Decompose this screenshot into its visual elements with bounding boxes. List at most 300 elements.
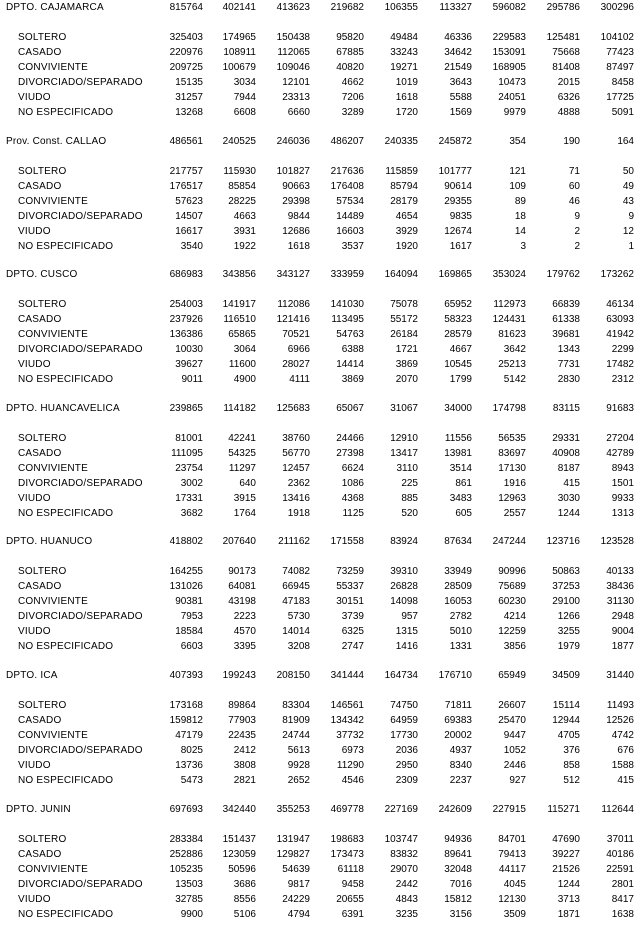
value-cell: 90173 (228, 566, 256, 578)
value-cell: 66945 (282, 581, 310, 593)
total-cell: 486207 (330, 135, 364, 147)
value-cell: 11493 (606, 699, 634, 711)
value-cell: 54639 (282, 863, 310, 875)
table-row (0, 743, 638, 758)
value-cell: 1617 (449, 240, 472, 252)
value-cell: 40820 (336, 62, 364, 73)
value-cell: 41942 (606, 329, 634, 341)
value-cell: 39627 (175, 359, 203, 371)
row-label: CASADO (18, 314, 62, 326)
total-cell: 83115 (552, 402, 580, 414)
value-cell: 2747 (341, 641, 364, 653)
value-cell: 109 (509, 180, 526, 192)
value-cell: 90996 (498, 566, 526, 578)
value-cell: 31130 (606, 596, 634, 608)
value-cell: 13416 (282, 492, 310, 504)
value-cell: 75689 (498, 581, 526, 593)
value-cell: 3808 (233, 759, 256, 771)
value-cell: 3034 (233, 77, 256, 88)
value-cell: 1125 (342, 507, 364, 519)
value-cell: 12910 (390, 432, 418, 444)
value-cell: 885 (401, 492, 418, 504)
value-cell: 1922 (233, 240, 256, 252)
row-label: SOLTERO (18, 165, 67, 177)
value-cell: 60 (568, 180, 580, 192)
value-cell: 29100 (552, 596, 580, 608)
table-row (0, 892, 638, 907)
row-label: CASADO (18, 581, 62, 593)
value-cell: 4368 (341, 492, 364, 504)
value-cell: 75078 (390, 299, 418, 311)
value-cell: 111095 (171, 447, 203, 459)
total-cell: 242609 (438, 803, 472, 815)
table-row (0, 312, 638, 327)
total-cell: 174798 (492, 402, 526, 414)
value-cell: 15135 (175, 77, 203, 88)
table-row (0, 224, 638, 239)
value-cell: 12686 (282, 225, 310, 237)
total-cell: 355253 (276, 803, 310, 815)
total-cell: 227915 (492, 803, 526, 815)
row-label: VIUDO (18, 759, 51, 771)
value-cell: 1416 (395, 641, 418, 653)
total-cell: 342440 (222, 803, 256, 815)
value-cell: 957 (401, 611, 418, 623)
value-cell: 3540 (180, 240, 203, 252)
value-cell: 2830 (557, 374, 580, 386)
value-cell: 28509 (444, 581, 472, 593)
value-cell: 861 (455, 477, 472, 489)
row-label: SOLTERO (18, 699, 67, 711)
value-cell: 50 (622, 165, 634, 177)
total-cell: 486561 (169, 135, 203, 147)
value-cell: 57623 (175, 195, 203, 207)
region-header-row (0, 534, 638, 549)
value-cell: 927 (509, 774, 526, 786)
value-cell: 6624 (341, 462, 364, 474)
value-cell: 5091 (611, 107, 634, 118)
total-cell: 31440 (606, 669, 634, 681)
value-cell: 254003 (169, 299, 203, 311)
value-cell: 65952 (444, 299, 472, 311)
value-cell: 18584 (175, 626, 203, 638)
value-cell: 4667 (449, 344, 472, 356)
total-cell: 219682 (330, 2, 364, 13)
row-label: CONVIVIENTE (18, 729, 88, 741)
value-cell: 17331 (175, 492, 203, 504)
value-cell: 6326 (557, 92, 580, 103)
value-cell: 3208 (287, 641, 310, 653)
value-cell: 146561 (330, 699, 364, 711)
table-row (0, 372, 638, 387)
region-section (0, 267, 638, 401)
value-cell: 237926 (169, 314, 203, 326)
value-cell: 23754 (175, 462, 203, 474)
total-cell: 333959 (330, 269, 364, 281)
value-cell: 13736 (175, 759, 203, 771)
value-cell: 8556 (233, 893, 256, 905)
value-cell: 46134 (606, 299, 634, 311)
total-cell: 125683 (276, 402, 310, 414)
total-cell: 31067 (390, 402, 418, 414)
row-label: SOLTERO (18, 32, 67, 43)
table-row (0, 639, 638, 654)
value-cell: 54763 (336, 329, 364, 341)
value-cell: 1315 (395, 626, 418, 638)
value-cell: 2299 (611, 344, 634, 356)
region-section (0, 134, 638, 268)
value-cell: 12457 (282, 462, 310, 474)
table-row (0, 90, 638, 105)
value-cell: 2782 (449, 611, 472, 623)
total-cell: 171558 (330, 536, 364, 548)
value-cell: 176517 (169, 180, 203, 192)
table-row (0, 357, 638, 372)
value-cell: 217636 (330, 165, 364, 177)
value-cell: 81408 (552, 62, 580, 73)
value-cell: 12259 (498, 626, 526, 638)
value-cell: 4705 (557, 729, 580, 741)
value-cell: 3686 (233, 878, 256, 890)
value-cell: 79413 (498, 848, 526, 860)
value-cell: 17130 (498, 462, 526, 474)
total-cell: 114182 (223, 402, 256, 414)
value-cell: 141917 (222, 299, 256, 311)
row-label: SOLTERO (18, 833, 67, 845)
value-cell: 1086 (341, 477, 364, 489)
value-cell: 4843 (395, 893, 418, 905)
row-spacer (0, 817, 638, 832)
value-cell: 27204 (606, 432, 634, 444)
value-cell: 83697 (498, 447, 526, 459)
value-cell: 39310 (390, 566, 418, 578)
value-cell: 42241 (228, 432, 256, 444)
value-cell: 5613 (287, 744, 310, 756)
table-row (0, 564, 638, 579)
value-cell: 3643 (449, 77, 472, 88)
value-cell: 1979 (557, 641, 580, 653)
value-cell: 12963 (498, 492, 526, 504)
row-label: CASADO (18, 180, 62, 192)
row-label: SOLTERO (18, 432, 67, 444)
table-row (0, 758, 638, 773)
table-row (0, 847, 638, 862)
value-cell: 75668 (552, 47, 580, 58)
value-cell: 32048 (444, 863, 472, 875)
value-cell: 3869 (341, 374, 364, 386)
row-label: CONVIVIENTE (18, 329, 88, 341)
value-cell: 66839 (552, 299, 580, 311)
value-cell: 8187 (557, 462, 580, 474)
value-cell: 173168 (169, 699, 203, 711)
value-cell: 29398 (282, 195, 310, 207)
total-cell: 240525 (222, 135, 256, 147)
value-cell: 46 (568, 195, 580, 207)
value-cell: 11290 (336, 759, 364, 771)
value-cell: 14014 (282, 626, 310, 638)
value-cell: 1501 (611, 477, 634, 489)
value-cell: 15114 (552, 699, 580, 711)
value-cell: 28027 (282, 359, 310, 371)
row-label: CASADO (18, 447, 62, 459)
value-cell: 57534 (336, 195, 364, 207)
value-cell: 28179 (390, 195, 418, 207)
table-row (0, 75, 638, 90)
value-cell: 9 (628, 210, 634, 222)
value-cell: 13503 (175, 878, 203, 890)
value-cell: 9447 (503, 729, 526, 741)
value-cell: 134342 (330, 714, 364, 726)
value-cell: 94936 (444, 833, 472, 845)
value-cell: 42789 (606, 447, 634, 459)
value-cell: 56770 (282, 447, 310, 459)
value-cell: 858 (563, 759, 580, 771)
value-cell: 121416 (276, 314, 310, 326)
total-cell: 596082 (492, 2, 526, 13)
row-spacer (0, 149, 638, 164)
total-cell: 34509 (552, 669, 580, 681)
value-cell: 5473 (180, 774, 203, 786)
value-cell: 64959 (390, 714, 418, 726)
value-cell: 55337 (336, 581, 364, 593)
value-cell: 1343 (557, 344, 580, 356)
value-cell: 1721 (395, 344, 418, 356)
region-header-row (0, 134, 638, 149)
value-cell: 217757 (169, 165, 203, 177)
total-cell: 207640 (222, 536, 256, 548)
value-cell: 325403 (169, 32, 203, 43)
value-cell: 1877 (611, 641, 634, 653)
value-cell: 3931 (233, 225, 256, 237)
value-cell: 20655 (336, 893, 364, 905)
value-cell: 14414 (336, 359, 364, 371)
value-cell: 87497 (606, 62, 634, 73)
value-cell: 38436 (606, 581, 634, 593)
value-cell: 2 (574, 225, 580, 237)
value-cell: 9 (574, 210, 580, 222)
value-cell: 141030 (330, 299, 364, 311)
value-cell: 12674 (444, 225, 472, 237)
value-cell: 1764 (233, 507, 256, 519)
value-cell: 8417 (611, 893, 634, 905)
value-cell: 3255 (557, 626, 580, 638)
total-cell: 245872 (438, 135, 472, 147)
total-cell: 697693 (169, 803, 203, 815)
value-cell: 6660 (287, 107, 310, 118)
value-cell: 81001 (175, 432, 203, 444)
row-label: VIUDO (18, 225, 51, 237)
value-cell: 153091 (492, 47, 526, 58)
value-cell: 100679 (222, 62, 256, 73)
value-cell: 29331 (552, 432, 580, 444)
value-cell: 640 (239, 477, 256, 489)
value-cell: 1871 (557, 908, 580, 920)
value-cell: 8340 (449, 759, 472, 771)
value-cell: 2801 (611, 878, 634, 890)
total-cell: 295786 (546, 2, 580, 13)
total-cell: 164 (617, 135, 634, 147)
total-cell: 123528 (600, 536, 634, 548)
value-cell: 71 (568, 165, 580, 177)
value-cell: 415 (563, 477, 580, 489)
table-row (0, 698, 638, 713)
value-cell: 2312 (611, 374, 634, 386)
value-cell: 3395 (233, 641, 256, 653)
region-header-row (0, 0, 638, 15)
total-cell: 83924 (390, 536, 418, 548)
total-cell: 87634 (444, 536, 472, 548)
value-cell: 74082 (282, 566, 310, 578)
value-cell: 11297 (228, 462, 256, 474)
value-cell: 6325 (341, 626, 364, 638)
region-section (0, 0, 638, 134)
value-cell: 13981 (444, 447, 472, 459)
value-cell: 115930 (223, 165, 256, 177)
value-cell: 5730 (287, 611, 310, 623)
value-cell: 25213 (498, 359, 526, 371)
row-label: SOLTERO (18, 566, 67, 578)
value-cell: 74750 (390, 699, 418, 711)
value-cell: 32785 (175, 893, 203, 905)
value-cell: 16603 (336, 225, 364, 237)
row-label: DIVORCIADO/SEPARADO (18, 210, 143, 222)
value-cell: 22435 (228, 729, 256, 741)
value-cell: 3509 (503, 908, 526, 920)
value-cell: 89641 (444, 848, 472, 860)
table-row (0, 832, 638, 847)
value-cell: 6388 (341, 344, 364, 356)
value-cell: 37732 (336, 729, 364, 741)
row-label: VIUDO (18, 359, 51, 371)
value-cell: 2950 (395, 759, 418, 771)
value-cell: 5588 (449, 92, 472, 103)
value-cell: 22591 (606, 863, 634, 875)
value-cell: 2362 (287, 477, 310, 489)
row-label: VIUDO (18, 92, 51, 103)
table-row (0, 327, 638, 342)
value-cell: 77423 (606, 47, 634, 58)
value-cell: 12130 (498, 893, 526, 905)
value-cell: 164255 (169, 566, 203, 578)
row-label: CONVIVIENTE (18, 596, 88, 608)
value-cell: 17482 (606, 359, 634, 371)
value-cell: 9933 (611, 492, 634, 504)
value-cell: 3110 (396, 462, 418, 474)
region-section (0, 802, 638, 935)
value-cell: 64081 (228, 581, 256, 593)
value-cell: 12101 (282, 77, 310, 88)
value-cell: 16617 (175, 225, 203, 237)
value-cell: 10545 (444, 359, 472, 371)
value-cell: 37011 (606, 833, 634, 845)
value-cell: 4937 (449, 744, 472, 756)
region-name: DPTO. HUANUCO (6, 536, 93, 548)
value-cell: 2557 (503, 507, 526, 519)
total-cell: 112644 (601, 803, 634, 815)
value-cell: 9817 (287, 878, 310, 890)
value-cell: 43198 (228, 596, 256, 608)
value-cell: 77903 (228, 714, 256, 726)
table-row (0, 907, 638, 922)
value-cell: 3235 (395, 908, 418, 920)
value-cell: 129827 (276, 848, 310, 860)
value-cell: 209725 (169, 62, 203, 73)
value-cell: 3514 (449, 462, 472, 474)
row-spacer (0, 549, 638, 564)
value-cell: 24466 (336, 432, 364, 444)
table-row (0, 30, 638, 45)
value-cell: 58323 (444, 314, 472, 326)
value-cell: 136386 (169, 329, 203, 341)
value-cell: 9928 (287, 759, 310, 771)
value-cell: 1920 (395, 240, 418, 252)
value-cell: 39681 (552, 329, 580, 341)
value-cell: 2948 (611, 611, 634, 623)
value-cell: 124431 (492, 314, 526, 326)
value-cell: 2821 (233, 774, 256, 786)
table-row (0, 476, 638, 491)
value-cell: 2 (574, 240, 580, 252)
row-label: VIUDO (18, 492, 51, 504)
value-cell: 13268 (175, 107, 203, 118)
value-cell: 1244 (557, 507, 580, 519)
value-cell: 6973 (341, 744, 364, 756)
value-cell: 1588 (611, 759, 634, 771)
value-cell: 3915 (233, 492, 256, 504)
value-cell: 49484 (390, 32, 418, 43)
total-cell: 227169 (384, 803, 418, 815)
region-name: DPTO. HUANCAVELICA (6, 402, 120, 414)
value-cell: 46336 (444, 32, 472, 43)
value-cell: 220976 (169, 47, 203, 58)
value-cell: 34642 (444, 47, 472, 58)
total-cell: 686983 (169, 269, 203, 281)
value-cell: 112973 (493, 299, 526, 311)
region-name: DPTO. CUSCO (6, 269, 78, 281)
value-cell: 83304 (282, 699, 310, 711)
row-label: NO ESPECIFICADO (18, 774, 114, 786)
value-cell: 3483 (449, 492, 472, 504)
table-row (0, 105, 638, 120)
value-cell: 176408 (330, 180, 364, 192)
total-cell: 164094 (384, 269, 418, 281)
value-cell: 3869 (395, 359, 418, 371)
value-cell: 3064 (233, 344, 256, 356)
value-cell: 4546 (341, 774, 364, 786)
row-label: SOLTERO (18, 299, 67, 311)
value-cell: 4742 (611, 729, 634, 741)
value-cell: 47183 (282, 596, 310, 608)
total-cell: 239865 (169, 402, 203, 414)
value-cell: 50596 (228, 863, 256, 875)
table-row (0, 461, 638, 476)
value-cell: 4663 (233, 210, 256, 222)
total-cell: 413623 (276, 2, 310, 13)
value-cell: 2412 (233, 744, 256, 756)
row-label: NO ESPECIFICADO (18, 507, 114, 519)
table-row (0, 342, 638, 357)
value-cell: 2237 (449, 774, 472, 786)
total-cell: 199243 (222, 669, 256, 681)
value-cell: 3 (520, 240, 526, 252)
table-row (0, 194, 638, 209)
value-cell: 12944 (552, 714, 580, 726)
table-row (0, 862, 638, 877)
value-cell: 7206 (341, 92, 364, 103)
row-label: CASADO (18, 714, 62, 726)
value-cell: 23313 (282, 92, 310, 103)
value-cell: 90614 (444, 180, 472, 192)
